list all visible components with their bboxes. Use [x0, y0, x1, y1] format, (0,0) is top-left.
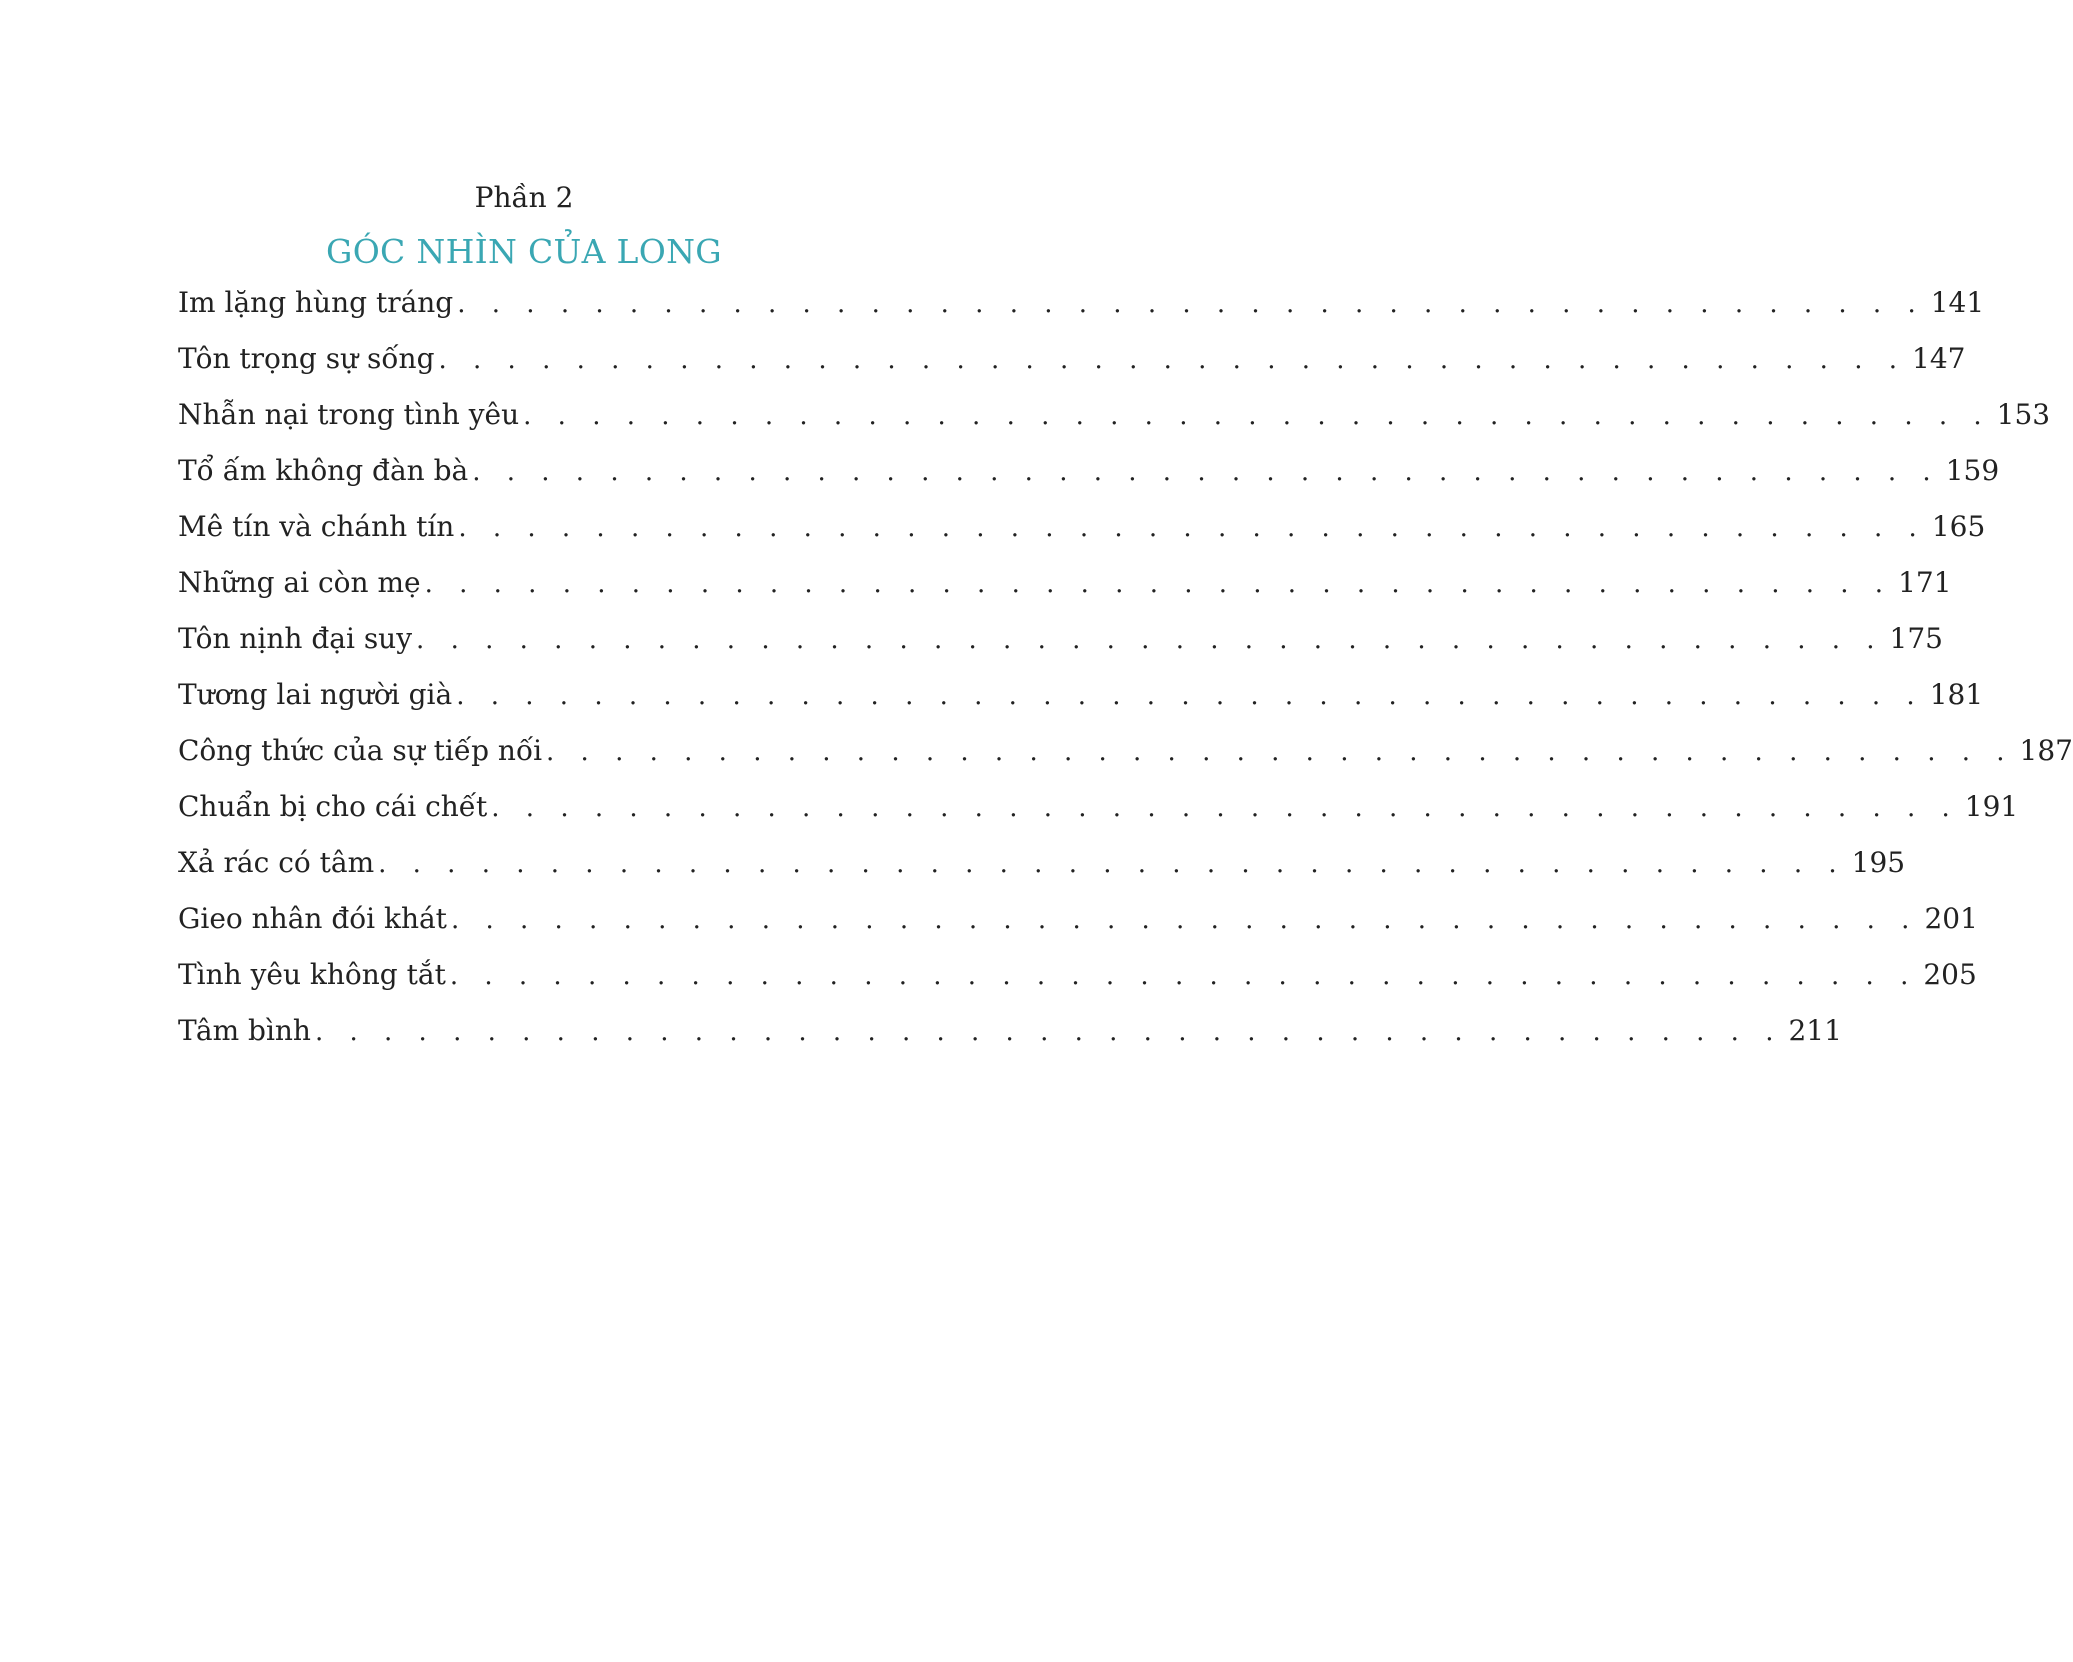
toc-entry-title: Mê tín và chánh tín [178, 510, 455, 543]
table-of-contents [178, 285, 2073, 1069]
part-label: Phần 2 [474, 181, 574, 214]
toc-entry-page: 171 [1898, 566, 1952, 599]
toc-entry-title: Nhẫn nại trong tình yêu [178, 398, 520, 431]
toc-entry-title: Xả rác có tâm [178, 846, 375, 879]
toc-dot-leader: . . . . . . . . . . . . . . . . . . . . . . . . . . . . . . . . . . . . . . . . . . . [378, 849, 1846, 879]
toc-entry [178, 453, 2000, 509]
toc-entry-page: 181 [1929, 678, 1984, 711]
toc-entry [178, 901, 1978, 957]
toc-dot-leader: . . . . . . . . . . . . . . . . . . . . . . . . . . . . . . . . . . . . . . . . . . . [416, 625, 1884, 655]
toc-entry-title: Im lặng hùng tráng [178, 286, 454, 319]
toc-entry [178, 509, 1986, 565]
toc-entry [178, 1013, 1842, 1069]
toc-dot-leader: . . . . . . . . . . . . . . . . . . . . . . . . . . . . . . . . . . . . . . . . . . . [546, 737, 2014, 767]
toc-dot-leader: . . . . . . . . . . . . . . . . . . . . . . . . . . . . . . . . . . . . . . . . . . . [523, 401, 1991, 431]
toc-dot-leader: . . . . . . . . . . . . . . . . . . . . . . . . . . . . . . . . . . . . . . . . . . . [438, 345, 1906, 375]
toc-entry-title: Tôn nịnh đại suy [178, 622, 413, 655]
toc-entry-title: Tôn trọng sự sống [178, 342, 435, 375]
toc-entry [178, 621, 1943, 677]
toc-dot-leader: . . . . . . . . . . . . . . . . . . . . . . . . . . . . . . . . . . . . . . . . . . . [314, 1017, 1783, 1047]
toc-entry [178, 565, 1952, 621]
toc-entry-page: 211 [1788, 1014, 1842, 1047]
toc-entry [178, 341, 1966, 397]
toc-entry [178, 733, 2073, 789]
toc-entry-title: Tương lai người già [178, 678, 453, 711]
toc-entry-page: 165 [1931, 510, 1986, 543]
toc-entry-page: 147 [1912, 342, 1966, 375]
toc-dot-leader: . . . . . . . . . . . . . . . . . . . . . . . . . . . . . . . . . . . . . . . . . . . [424, 569, 1893, 599]
toc-entry-page: 187 [2019, 734, 2073, 767]
toc-entry-title: Tình yêu không tắt [178, 958, 446, 991]
toc-dot-leader: . . . . . . . . . . . . . . . . . . . . . . . . . . . . . . . . . . . . . . . . . . . [450, 905, 1919, 935]
toc-entry-title: Tâm bình [178, 1014, 311, 1047]
part-title: GÓC NHÌN CỦA LONG [326, 232, 722, 271]
toc-entry [178, 957, 1977, 1013]
toc-entry-title: Công thức của sự tiếp nối [178, 734, 543, 767]
toc-entry [178, 677, 1984, 733]
toc-entry-title: Những ai còn mẹ [178, 566, 421, 599]
toc-dot-leader: . . . . . . . . . . . . . . . . . . . . . . . . . . . . . . . . . . . . . . . . . . . [457, 289, 1925, 319]
toc-entry [178, 789, 2019, 845]
toc-entry [178, 397, 2051, 453]
toc-entry-page: 159 [1945, 454, 2000, 487]
toc-dot-leader: . . . . . . . . . . . . . . . . . . . . . . . . . . . . . . . . . . . . . . . . . . . [491, 793, 1959, 823]
toc-entry-title: Gieo nhân đói khát [178, 902, 447, 935]
toc-entry-page: 191 [1964, 790, 2019, 823]
toc-entry-page: 205 [1923, 958, 1977, 991]
toc-dot-leader: . . . . . . . . . . . . . . . . . . . . . . . . . . . . . . . . . . . . . . . . . . . [472, 457, 1940, 487]
toc-entry-page: 175 [1889, 622, 1943, 655]
toc-entry-title: Chuẩn bị cho cái chết [178, 790, 488, 823]
toc-entry-page: 195 [1851, 846, 1906, 879]
toc-entry [178, 845, 1906, 901]
toc-entry-page: 153 [1996, 398, 2051, 431]
toc-entry-page: 201 [1924, 902, 1978, 935]
toc-entry-title: Tổ ấm không đàn bà [178, 454, 469, 487]
toc-entry [178, 285, 1985, 341]
toc-dot-leader: . . . . . . . . . . . . . . . . . . . . . . . . . . . . . . . . . . . . . . . . . . . [449, 961, 1918, 991]
toc-dot-leader: . . . . . . . . . . . . . . . . . . . . . . . . . . . . . . . . . . . . . . . . . . . [458, 513, 1926, 543]
toc-dot-leader: . . . . . . . . . . . . . . . . . . . . . . . . . . . . . . . . . . . . . . . . . . . [456, 681, 1924, 711]
toc-entry-page: 141 [1930, 286, 1985, 319]
